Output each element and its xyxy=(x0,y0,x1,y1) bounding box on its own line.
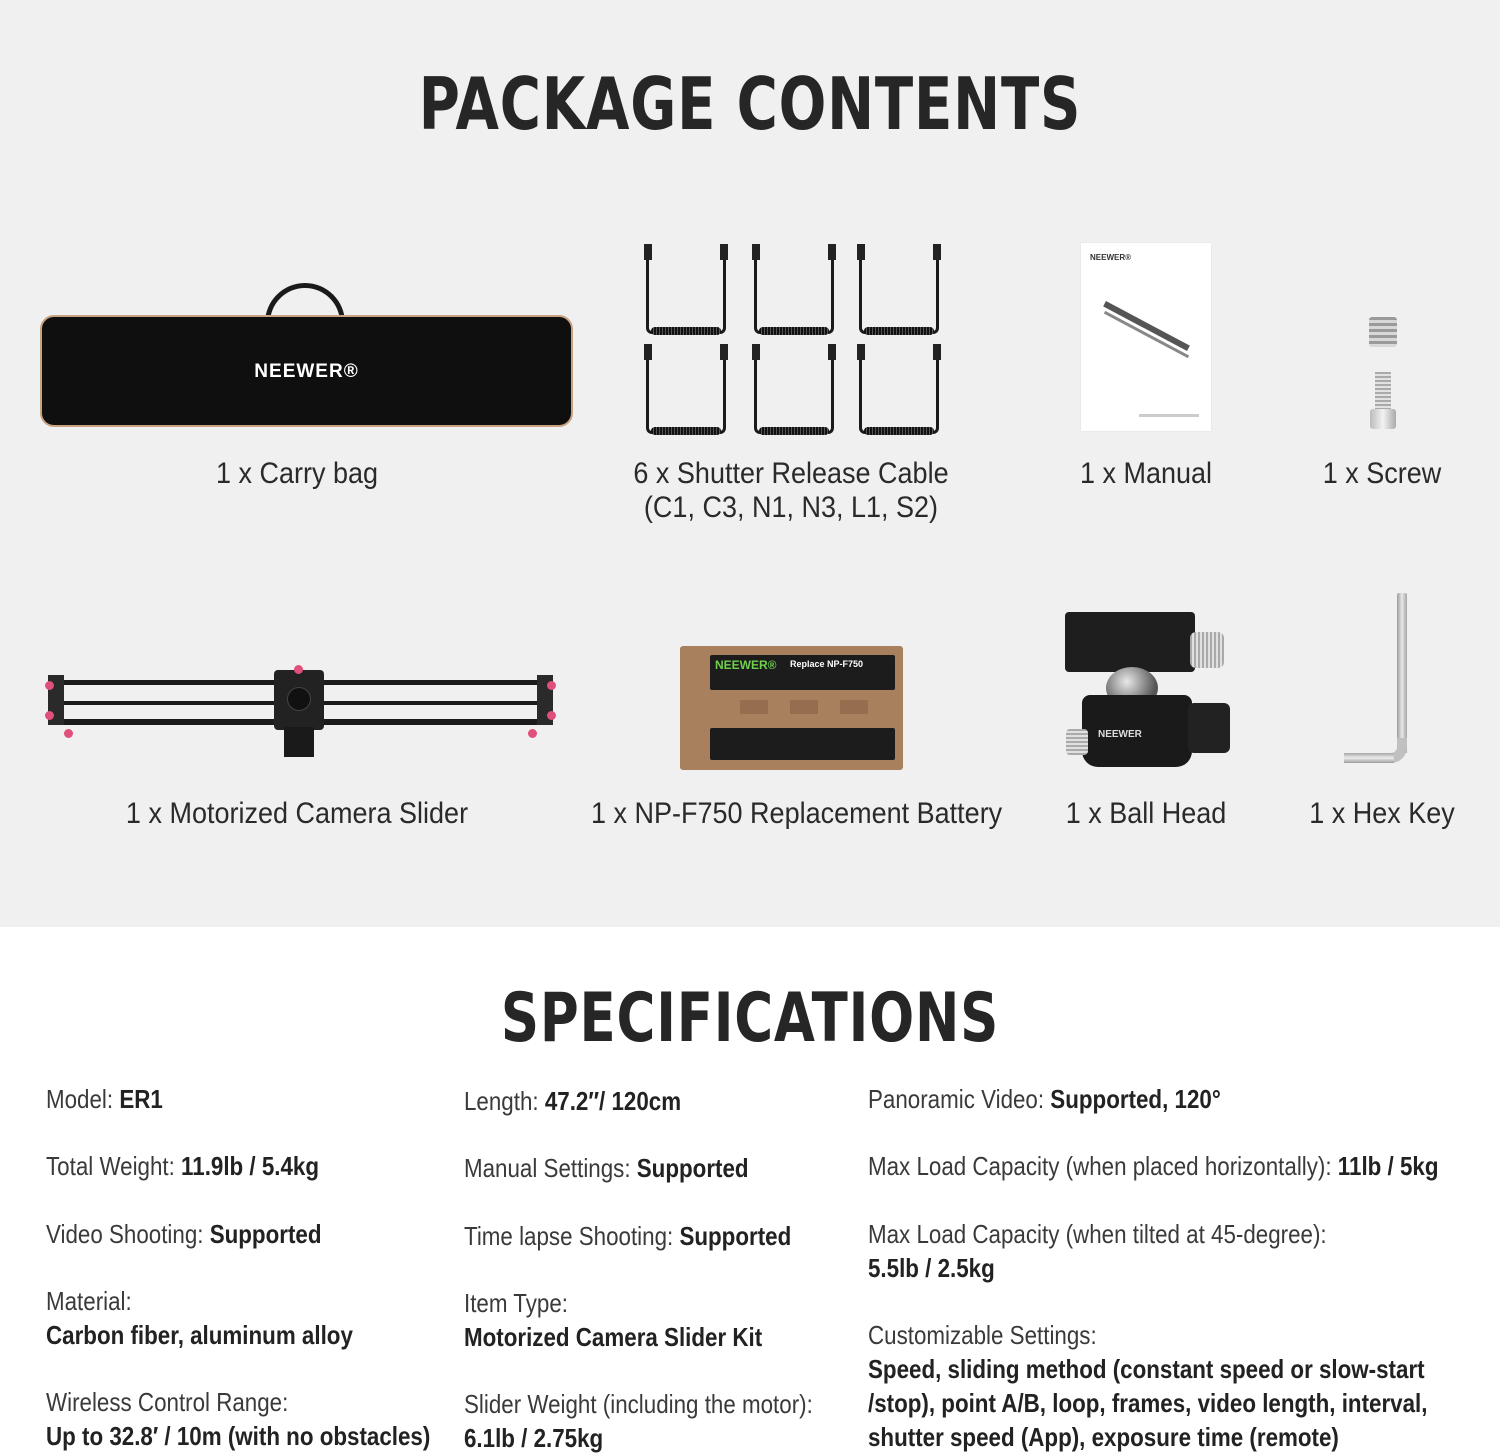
spec-model: Model: ER1 xyxy=(46,1084,163,1114)
caption-screw: 1 x Screw xyxy=(1322,457,1442,490)
battery-model-label: Replace NP-F750 xyxy=(790,659,864,669)
spec-manual-settings: Manual Settings: Supported xyxy=(464,1153,749,1183)
spec-length: Length: 47.2″/ 120cm xyxy=(464,1086,682,1116)
caption-battery: 1 x NP-F750 Replacement Battery xyxy=(591,797,1003,830)
caption-hex-key: 1 x Hex Key xyxy=(1309,797,1455,830)
cable-l1 xyxy=(754,352,834,434)
spec-slider-weight: Slider Weight (including the motor): 6.1lb / 2.75kg xyxy=(464,1389,813,1453)
spec-total-weight: Total Weight: 11.9lb / 5.4kg xyxy=(46,1151,320,1181)
cable-s2 xyxy=(859,352,939,434)
ball-head-image xyxy=(1060,607,1232,769)
bolt-shaft xyxy=(1375,372,1391,412)
neewer-logo: NEEWER xyxy=(1098,729,1142,740)
specifications-title: SPECIFICATIONS xyxy=(500,979,1000,1058)
cable-n1 xyxy=(859,252,939,334)
camera-slider-image xyxy=(48,665,553,760)
battery-image xyxy=(680,646,903,770)
bolt-head xyxy=(1370,409,1396,429)
spec-max-load-tilted: Max Load Capacity (when tilted at 45-degree): 5.5lb / 2.5kg xyxy=(868,1219,1327,1283)
caption-shutter-cable: 6 x Shutter Release Cable xyxy=(633,457,949,490)
spec-wireless-range: Wireless Control Range: Up to 32.8′ / 10m (with no obstacles) xyxy=(46,1387,431,1451)
package-contents-title: PACKAGE CONTENTS xyxy=(418,62,1082,146)
neewer-logo: NEEWER® xyxy=(254,361,359,382)
neewer-logo: NEEWER® xyxy=(715,658,777,672)
specifications-section xyxy=(0,927,1500,1455)
screw-image xyxy=(1366,317,1400,432)
caption-ball-head: 1 x Ball Head xyxy=(1065,797,1227,830)
caption-camera-slider: 1 x Motorized Camera Slider xyxy=(125,797,469,830)
pink-knob xyxy=(45,681,54,690)
spec-time-lapse: Time lapse Shooting: Supported xyxy=(464,1221,792,1251)
cable-n3 xyxy=(646,352,726,434)
slider-motor xyxy=(284,727,314,757)
shutter-cables-image xyxy=(640,240,945,430)
caption-manual: 1 x Manual xyxy=(1079,457,1213,490)
caption-shutter-cable-models: (C1, C3, N1, N3, L1, S2) xyxy=(643,491,939,524)
spec-item-type: Item Type: Motorized Camera Slider Kit xyxy=(464,1288,763,1352)
spec-material: Material: Carbon fiber, aluminum alloy xyxy=(46,1286,353,1350)
quick-release-plate xyxy=(1065,612,1195,672)
caption-carry-bag: 1 x Carry bag xyxy=(215,457,379,490)
spec-customizable-settings: Customizable Settings: Speed, sliding method (constant speed or slow-start /stop), point A/B, loop, frames, video length, interval, shutter speed (App), exposure time (remote) xyxy=(868,1320,1428,1452)
cable-c1 xyxy=(646,252,726,334)
cable-c3 xyxy=(754,252,834,334)
hex-key-image xyxy=(1344,593,1414,769)
battery-warning-label xyxy=(710,728,895,760)
carry-bag-image xyxy=(40,283,573,428)
manual-image xyxy=(1081,243,1211,431)
neewer-logo: NEEWER® xyxy=(1090,253,1132,262)
spec-panoramic-video: Panoramic Video: Supported, 120° xyxy=(868,1084,1221,1114)
spec-video-shooting: Video Shooting: Supported xyxy=(46,1219,322,1249)
spec-max-load-horizontal: Max Load Capacity (when placed horizontally): 11lb / 5kg xyxy=(868,1151,1439,1181)
thread-insert xyxy=(1369,317,1397,347)
